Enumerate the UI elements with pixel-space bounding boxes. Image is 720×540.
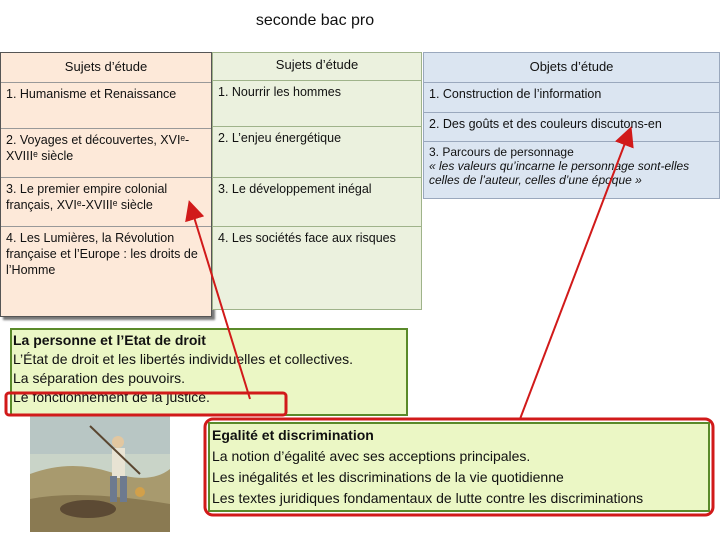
- arrow-to-colonial-empire: [190, 204, 250, 399]
- box-rule-of-law-line-3: Le fonctionnement de la justice.: [13, 389, 210, 405]
- french-item-3-label: 3. Parcours de personnage: [429, 145, 574, 159]
- highlight-justice: [6, 393, 286, 415]
- history-item-3: 3. Le premier empire colonial français, XVIᵉ-XVIIIᵉ siècle: [1, 177, 211, 216]
- geography-item-3: 3. Le développement inégal: [213, 177, 421, 200]
- page-title: seconde bac pro: [255, 12, 375, 29]
- highlight-equality: [205, 419, 713, 515]
- box-rule-of-law-title: La personne et l’Etat de droit: [13, 332, 206, 348]
- history-item-4: 4. Les Lumières, la Révolution française et l’Europe : les droits de l’Homme: [1, 226, 211, 281]
- french-item-2: 2. Des goûts et des couleurs discutons-en: [424, 112, 719, 135]
- geography-item-2: 2. L’enjeu énergétique: [213, 126, 421, 149]
- column-french-header: Objets d’étude: [529, 59, 614, 74]
- box-equality-line-3: Les textes juridiques fondamentaux de lutte contre les discriminations: [212, 490, 644, 506]
- column-history-header: Sujets d’étude: [64, 59, 148, 74]
- arrow-to-french-item: [520, 130, 630, 419]
- history-item-1: 1. Humanisme et Renaissance: [1, 82, 211, 105]
- history-item-2: 2. Voyages et découvertes, XVIᵉ-XVIIIᵉ siècle: [1, 128, 211, 167]
- french-item-3-quote: « les valeurs qu’incarne le personnage sont-elles celles de l’auteur, celles d’une époque »: [429, 159, 690, 187]
- geography-item-1: 1. Nourrir les hommes: [213, 80, 421, 103]
- geography-item-4: 4. Les sociétés face aux risques: [213, 226, 421, 249]
- box-equality-title: Egalité et discrimination: [212, 427, 374, 443]
- column-geography-header: Sujets d’étude: [275, 57, 359, 72]
- french-item-1: 1. Construction de l’information: [424, 82, 719, 105]
- box-equality-line-1: La notion d’égalité avec ses acceptions principales.: [212, 448, 531, 464]
- box-rule-of-law-line-1: L’État de droit et les libertés individuelles et collectives.: [13, 351, 354, 367]
- box-rule-of-law-line-2: La séparation des pouvoirs.: [13, 370, 185, 386]
- box-equality-line-2: Les inégalités et les discriminations de la vie quotidienne: [212, 469, 564, 485]
